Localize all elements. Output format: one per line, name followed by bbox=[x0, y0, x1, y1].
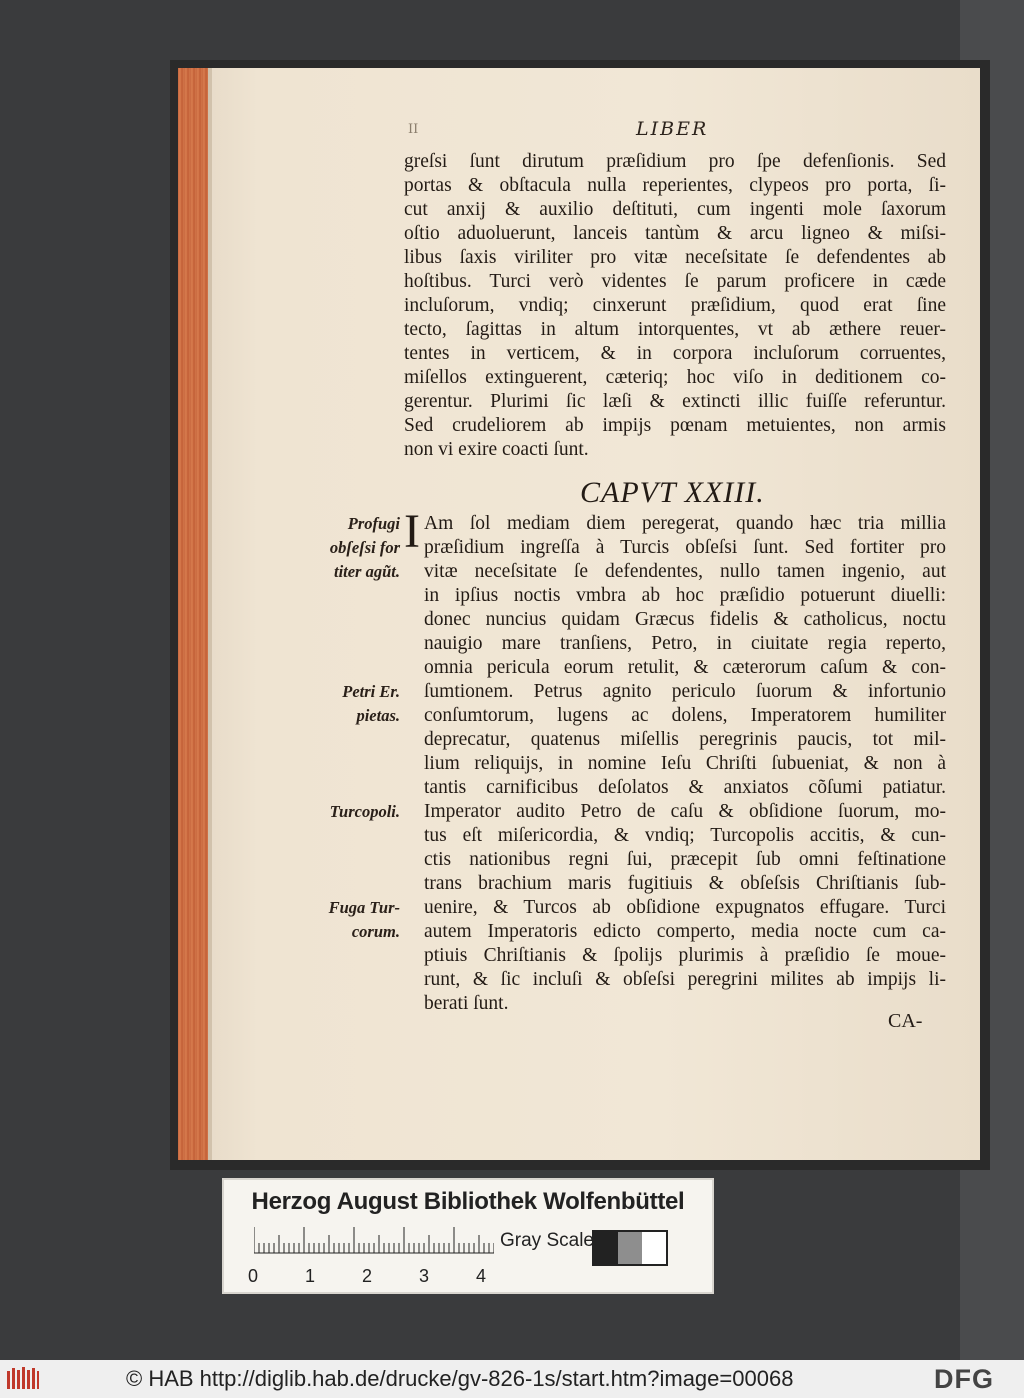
text-line: deprecatur, quatenus miſellis peregrinis paucis, tot mil- bbox=[424, 729, 946, 750]
ruler-number: 3 bbox=[419, 1266, 430, 1286]
marginal-note-profugi bbox=[304, 512, 400, 584]
text-line: berati ſunt. bbox=[424, 993, 509, 1014]
text-line: omnia pericula eorum retulit, & cæterorum caſum & con- bbox=[424, 657, 946, 678]
paragraph-1 bbox=[404, 150, 946, 462]
text-line: ſumtionem. Petrus agnito periculo ſuorum & infortunio bbox=[424, 681, 946, 702]
marginal-note-line: titer agũt. bbox=[333, 562, 400, 581]
ruler-number: 0 bbox=[248, 1266, 259, 1286]
text-line: Imperator audito Petro de caſu & obſidione ſuorum, mo- bbox=[424, 801, 946, 822]
text-line: portas & obſtacula nulla reperientes, clypeos pro porta, ſi- bbox=[404, 175, 946, 196]
color-ruler-card bbox=[222, 1178, 714, 1294]
text-line: uenire, & Turcos ab obſidione expugnatos effugare. Turci bbox=[424, 897, 946, 918]
text-line: oſtio aduoluerunt, lanceis tantùm & arcu ligneo & miſsi- bbox=[404, 223, 946, 244]
ruler-numbers bbox=[224, 1266, 712, 1288]
text-line: nauigio mare tranſiens, Petro, in ciuitate regia reperto, bbox=[424, 633, 946, 654]
ruler-number: 2 bbox=[362, 1266, 373, 1286]
chapter-heading: CAPVT XXIII. bbox=[580, 476, 765, 509]
text-line: tecto, ſagittas in altum intorquentes, vt ab æthere reuer- bbox=[404, 319, 946, 340]
running-head: LIBER bbox=[636, 118, 709, 140]
page-fold bbox=[208, 68, 212, 1160]
marginal-note-line: corum. bbox=[351, 922, 400, 941]
marginal-note-fuga bbox=[304, 896, 400, 944]
ruler-scale bbox=[254, 1226, 494, 1254]
text-line: cut anxij & auxilio deſtituti, cum ingenti mole ſaxorum bbox=[404, 199, 946, 220]
text-line: tus eſt miſericordia, & vndiq; Turcopolis accitis, & cun- bbox=[424, 825, 946, 846]
catchword: CA- bbox=[888, 1010, 923, 1032]
marginal-note-line: Petri Er. bbox=[342, 682, 400, 701]
text-line: in ipſius noctis vmbra ab hoc præſidio potuerunt diuelli: bbox=[424, 585, 946, 606]
text-line: præſidium ingreſſa à Turcis obſeſsi ſunt. Sed fortiter pro bbox=[424, 537, 946, 558]
drop-cap: I bbox=[404, 505, 420, 558]
text-line: autem Imperatoris edicto comperto, media nocte cum ca- bbox=[424, 921, 946, 942]
gray-scale-swatches bbox=[592, 1230, 668, 1266]
text-line: lium reliquijs, in nomine Ieſu Chriſti ſubueniat, & non à bbox=[424, 753, 946, 774]
dfg-logo: DFG bbox=[934, 1364, 994, 1394]
marginal-note-line: Fuga Tur- bbox=[328, 898, 400, 917]
page-number: II bbox=[408, 122, 419, 137]
text-line: Am ſol mediam diem peregerat, quando hæc tria millia bbox=[424, 513, 946, 534]
text-line: greſsi ſunt dirutum præſidium pro ſpe defenſionis. Sed bbox=[404, 151, 946, 172]
text-line: gerentur. Plurimi ſic læſi & extincti illic fuiſſe referuntur. bbox=[404, 391, 946, 412]
text-line: Sed crudeliorem ab impijs pœnam metuientes, non armis bbox=[404, 415, 946, 436]
text-line: miſellos extinguerent, cæteriq; hoc viſo in deditionem co- bbox=[404, 367, 946, 388]
text-line: ctis nationibus regni ſui, præcepit ſub omni feſtinatione bbox=[424, 849, 946, 870]
text-line: donec nuncius quidam Græcus fidelis & catholicus, noctu bbox=[424, 609, 946, 630]
page-edge-red bbox=[178, 68, 208, 1160]
text-line: tantis carnificibus deſolatos & anxiatos cõſumi patiatur. bbox=[424, 777, 946, 798]
footer-bar bbox=[0, 1360, 1024, 1398]
text-line: conſumtorum, lugens ac dolens, Imperatorem humiliter bbox=[424, 705, 946, 726]
gray-scale-label: Gray Scale bbox=[500, 1230, 594, 1251]
marginal-note-petri bbox=[304, 680, 400, 728]
gray-swatch bbox=[594, 1232, 618, 1264]
text-line: tentes in verticem, & in corpora incluſorum corruentes, bbox=[404, 343, 946, 364]
text-line: libus ſaxis viriliter pro vitæ neceſsitate ſe defendentes ab bbox=[404, 247, 946, 268]
ruler-number: 1 bbox=[305, 1266, 316, 1286]
marginal-note-line: pietas. bbox=[356, 706, 400, 725]
marginal-note-line: obſeſsi for bbox=[329, 538, 400, 557]
marginal-note-turcopoli bbox=[304, 800, 400, 824]
ruler-number: 4 bbox=[476, 1266, 487, 1286]
gray-swatch bbox=[642, 1232, 666, 1264]
footer-url[interactable]: © HAB http://diglib.hab.de/drucke/gv-826-1s/start.htm?image=00068 bbox=[126, 1366, 794, 1391]
text-line: non vi exire coacti ſunt. bbox=[404, 439, 589, 460]
paragraph-2 bbox=[424, 512, 946, 1016]
text-line: vitæ neceſsitate ſe defendentes, nullo tamen ingenio, aut bbox=[424, 561, 946, 582]
text-line: incluſorum, vndiq; cinxerunt præſidium, quod erat ſine bbox=[404, 295, 946, 316]
text-line: trans brachium maris fugitiuis & obſeſsis Chriſtianis ſub- bbox=[424, 873, 946, 894]
gray-swatch bbox=[618, 1232, 642, 1264]
marginal-note-line: Turcopoli. bbox=[329, 802, 400, 821]
marginal-note-line: Profugi bbox=[347, 514, 400, 533]
text-line: ptiuis Chriſtianis & ſpolijs plurimis à præſidio ſe moue- bbox=[424, 945, 946, 966]
text-line: runt, & ſic incluſi & obſeſsi peregrini milites ab impijs li- bbox=[424, 969, 946, 990]
library-name: Herzog August Bibliothek Wolfenbüttel bbox=[251, 1188, 685, 1215]
hab-logo-icon bbox=[6, 1365, 40, 1393]
text-line: hoſtibus. Turci verò videntes ſe parum proficere in cæde bbox=[404, 271, 946, 292]
